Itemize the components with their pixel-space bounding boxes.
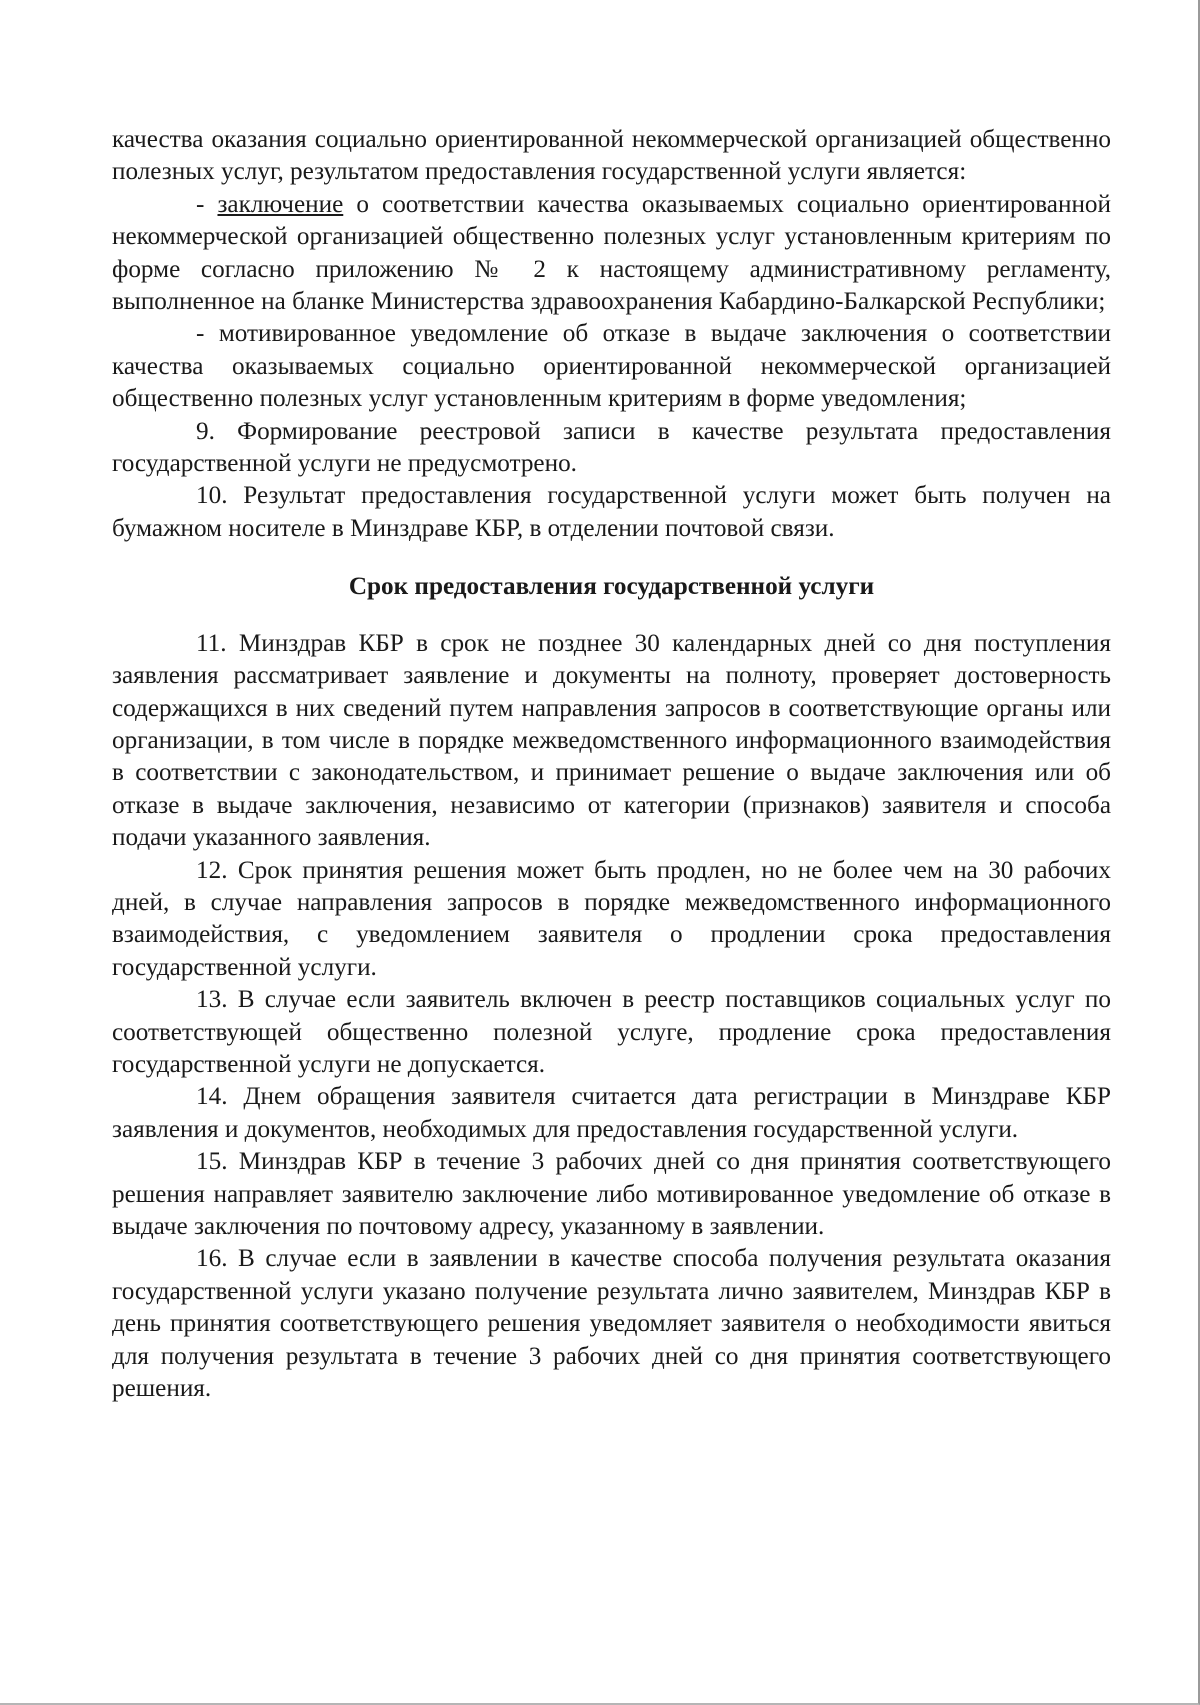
intro-paragraph: качества оказания социально ориентированной некоммерческой организацией общественно полезных услуг, результатом предоставления государственной услуги является:: [112, 126, 1111, 186]
paragraph-15: 15. Минздрав КБР в течение 3 рабочих дней со дня принятия соответствующего решения направляет заявителю заключение либо мотивированное уведомление об отказе в выдаче заключения по почтовому адресу, указанному в заявлении.: [112, 1148, 1111, 1240]
paragraph-9: 9. Формирование реестровой записи в качестве результата предоставления государственной услуги не предусмотрено.: [112, 417, 1111, 478]
bullet-conclusion: [112, 189, 1111, 319]
bullet-refusal-notice: - мотивированное уведомление об отказе в выдаче заключения о соответствии качества оказываемых социально ориентированной некоммерческой организацией общественно полезных услуг установленным критериям в форме уведомления;: [112, 320, 1111, 413]
bullet-dash: -: [196, 190, 218, 218]
paragraph-13: 13. В случае если заявитель включен в реестр поставщиков социальных услуг по соответствующей общественно полезной услуге, продление срока предоставления государственной услуги не допускается.: [112, 986, 1111, 1078]
document-body: [112, 124, 1111, 1405]
paragraph-14: 14. Днем обращения заявителя считается дата регистрации в Минздраве КБР заявления и документов, необходимых для предоставления государственной услуги.: [112, 1083, 1111, 1143]
paragraph-11: 11. Минздрав КБР в срок не позднее 30 календарных дней со дня поступления заявления рассматривает заявление и документы на полноту, проверяет достоверность содержащихся в них сведений путем направления запросов в соответствующие органы или организации, в том числе в порядке межведомственного информационного взаимодействия в соответствии с законодательством, и принимает решение о выдаче заключения или об отказе в выдаче заключения, независимо от категории (признаков) заявителя и способа подачи указанного заявления.: [112, 629, 1111, 852]
section-heading: Срок предоставления государственной услуги: [348, 573, 875, 601]
paragraph-16: 16. В случае если в заявлении в качестве способа получения результата оказания государственной услуги указано получение результата лично заявителем, Минздрав КБР в день принятия соответствующего решения уведомляет заявителя о необходимости явиться для получения результата в течение 3 рабочих дней со дня принятия соответствующего решения.: [112, 1245, 1111, 1403]
bullet-conclusion-text: о соответствии качества оказываемых социально ориентированной некоммерческой организацией общественно полезных услуг установленным критериям по форме согласно приложению № 2 к настоящему административному регламенту, выполненное на бланке Министерства здравоохранения Кабардино-Балкарской Республики;: [112, 190, 1112, 316]
underlined-word: заключение: [217, 190, 344, 218]
paragraph-10: 10. Результат предоставления государственной услуги может быть получен на бумажном носителе в Минздраве КБР, в отделении почтовой связи.: [112, 482, 1111, 542]
paragraph-12: 12. Срок принятия решения может быть продлен, но не более чем на 30 рабочих дней, в случае направления запросов в порядке межведомственного информационного взаимодействия, с уведомлением заявителя о продлении срока предоставления государственной услуги.: [112, 856, 1111, 981]
